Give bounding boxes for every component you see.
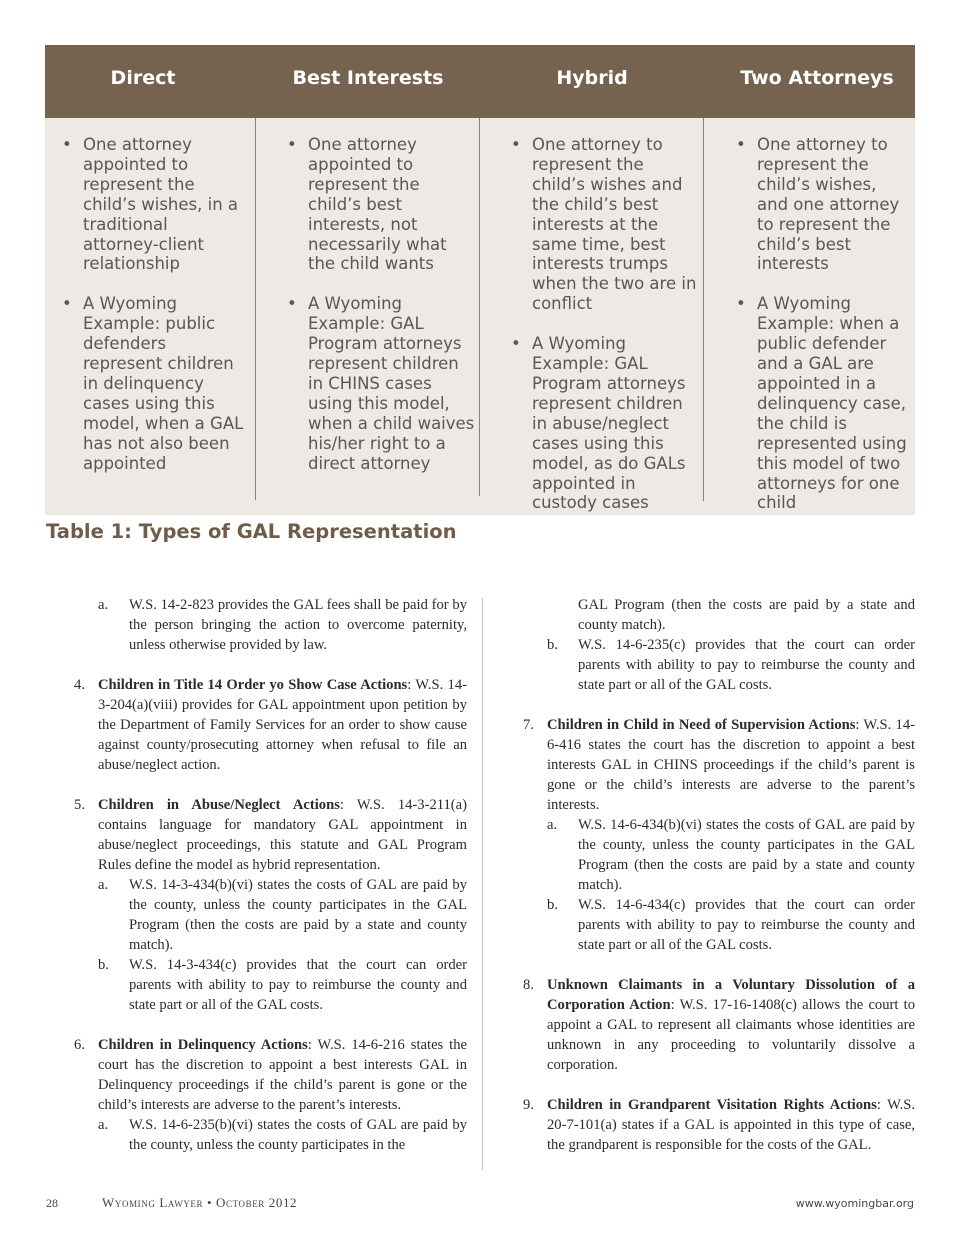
list-item-3a <box>98 595 467 655</box>
table-header-row <box>45 45 915 118</box>
header-two-attorneys: Two Attorneys <box>740 67 894 89</box>
item-number: 4. <box>74 677 85 693</box>
item-number: 6. <box>74 1037 85 1053</box>
sub-item-7a <box>547 815 915 895</box>
list-item-7 <box>512 715 915 955</box>
table-bullet: • One attorney to represent the child’s wishes, and one attorney to represent the child’s best interests <box>730 135 910 274</box>
header-direct: Direct <box>110 67 176 89</box>
table-caption: Table 1: Types of GAL Representation <box>46 520 457 543</box>
header-hybrid: Hybrid <box>556 67 628 89</box>
table-bullet: • One attorney appointed to represent the child’s wishes, in a traditional attorney-client relationship <box>56 135 246 274</box>
sub-item-text: W.S. 14-6-434(c) provides that the court can order parents with ability to pay to reimburse the county and state part or all of the GAL costs. <box>578 897 915 953</box>
sub-item-5a <box>98 875 467 955</box>
list-item-4 <box>63 675 467 775</box>
item-text: : W.S. 20-7-101(a) states if a GAL is appointed in this type of case, the grandparent is responsible for the costs of the GAL. <box>547 1097 915 1153</box>
sub-item-text: W.S. 14-6-235(b)(vi) states the costs of GAL are paid by the county, unless the county participates in the <box>129 1117 467 1153</box>
item-number: 5. <box>74 797 85 813</box>
item-title: Children in Child in Need of Supervision Actions <box>547 717 856 733</box>
sub-letter: b. <box>98 957 109 973</box>
sub-item-text: W.S. 14-3-434(b)(vi) states the costs of GAL are paid by the county, unless the county participates in the GAL Program (then the costs are paid by a state and county match). <box>129 877 467 953</box>
right-text-column <box>512 595 915 1155</box>
item-text: : W.S. 14-3-204(a)(viii) provides for GAL appointment upon petition by the Department of Family Services for an order to show cause against county/prosecuting attorney when refusal to file an abuse/neglect action. <box>98 677 467 773</box>
sub-letter: a. <box>98 1117 109 1133</box>
item-title: Children in Title 14 Order yo Show Case Actions <box>98 677 408 693</box>
table-bullet: • One attorney to represent the child’s wishes and the child’s best interests at the same time, best interests trumps when the two are in conflict <box>505 135 701 314</box>
table-bullet: • A Wyoming Example: GAL Program attorneys represent children in CHINS cases using this model, when a child waives his/her right to a direct attorney <box>281 294 477 473</box>
column-divider <box>703 118 704 501</box>
sub-item-7b <box>547 895 915 955</box>
item-title: Children in Abuse/Neglect Actions <box>98 797 340 813</box>
sub-item-text: W.S. 14-3-434(c) provides that the court can order parents with ability to pay to reimburse the county and state part or all of the GAL costs. <box>129 957 467 1013</box>
item-number: 8. <box>523 977 534 993</box>
page-number: 28 <box>46 1196 58 1210</box>
table-column-hybrid <box>505 135 701 533</box>
sub-item-5b <box>98 955 467 1015</box>
column-divider <box>482 598 483 1170</box>
list-item-text: W.S. 14-2-823 provides the GAL fees shall be paid for by the person bringing the action to overcome paternity, unless otherwise provided by law. <box>129 597 467 653</box>
header-best-interests: Best Interests <box>292 67 444 89</box>
sub-item-text: W.S. 14-6-235(c) provides that the court can order parents with ability to pay to reimburse the county and state part or all of the GAL costs. <box>578 637 915 693</box>
sub-letter: a. <box>98 877 109 893</box>
sub-item-6a <box>98 1115 467 1155</box>
item-text: : W.S. 14-3-211(a) contains language for mandatory GAL appointment in abuse/neglect proceedings, this statute and GAL Program Rules define the model as hybrid representation. <box>98 797 468 873</box>
table-bullet: • A Wyoming Example: GAL Program attorneys represent children in abuse/neglect cases using this model, as do GALs appointed in custody cases <box>505 334 701 513</box>
table-bullet: • A Wyoming Example: when a public defender and a GAL are appointed in a delinquency case, the child is represented using this model of two attorneys for one child <box>730 294 910 513</box>
item-number: 7. <box>523 717 534 733</box>
item-title: Children in Grandparent Visitation Rights Actions <box>547 1097 877 1113</box>
item-text: : W.S. 14-6-216 states the court has the discretion to appoint a best interests GAL in Delinquency proceedings if the child’s parent is gone or the child’s interests are adverse to the parent’s interests. <box>98 1037 468 1113</box>
website-link[interactable]: www.wyomingbar.org <box>795 1197 914 1210</box>
sub-letter: b. <box>547 897 558 913</box>
table-bullet: • One attorney appointed to represent the child’s best interests, not necessarily what the child wants <box>281 135 477 274</box>
sub-letter: b. <box>547 637 558 653</box>
table-column-direct <box>56 135 246 494</box>
magazine-title: Wyoming Lawyer • October 2012 <box>102 1195 298 1210</box>
sub-letter: a. <box>98 597 109 613</box>
item-text: : W.S. 14-6-416 states the court has the discretion to appoint a best interests GAL in CHINS proceedings if the child’s parent is gone or the child’s interests are adverse to the parent’s interests. <box>547 717 915 813</box>
item-text: : W.S. 17-16-1408(c) allows the court to appoint a GAL to represent all claimants whose identities are unknown in any proceeding to voluntarily dissolve a corporation. <box>547 997 915 1073</box>
list-item-9 <box>512 1095 915 1155</box>
sub-item-6b <box>512 635 915 695</box>
column-divider <box>479 118 480 496</box>
item-number: 9. <box>523 1097 534 1113</box>
table-bullet: • A Wyoming Example: public defenders represent children in delinquency cases using this model, when a GAL has not also been appointed <box>56 294 246 473</box>
gal-representation-table <box>45 45 915 515</box>
list-item-5 <box>63 795 467 1015</box>
table-column-two-attorneys <box>730 135 910 533</box>
item-title: Children in Delinquency Actions <box>98 1037 308 1053</box>
table-column-best-interests <box>281 135 477 494</box>
sub-item-6a-continued: GAL Program (then the costs are paid by a state and county match). <box>578 597 915 633</box>
item-title: Unknown Claimants in a Voluntary Dissolution of a Corporation Action <box>547 977 915 1013</box>
left-text-column <box>63 595 467 1155</box>
column-divider <box>255 118 256 500</box>
list-item-8 <box>512 975 915 1075</box>
list-item-6 <box>63 1035 467 1155</box>
sub-letter: a. <box>547 817 558 833</box>
sub-item-text: W.S. 14-6-434(b)(vi) states the costs of GAL are paid by the county, unless the county participates in the GAL Program (then the costs are paid by a state and county match). <box>578 817 915 893</box>
